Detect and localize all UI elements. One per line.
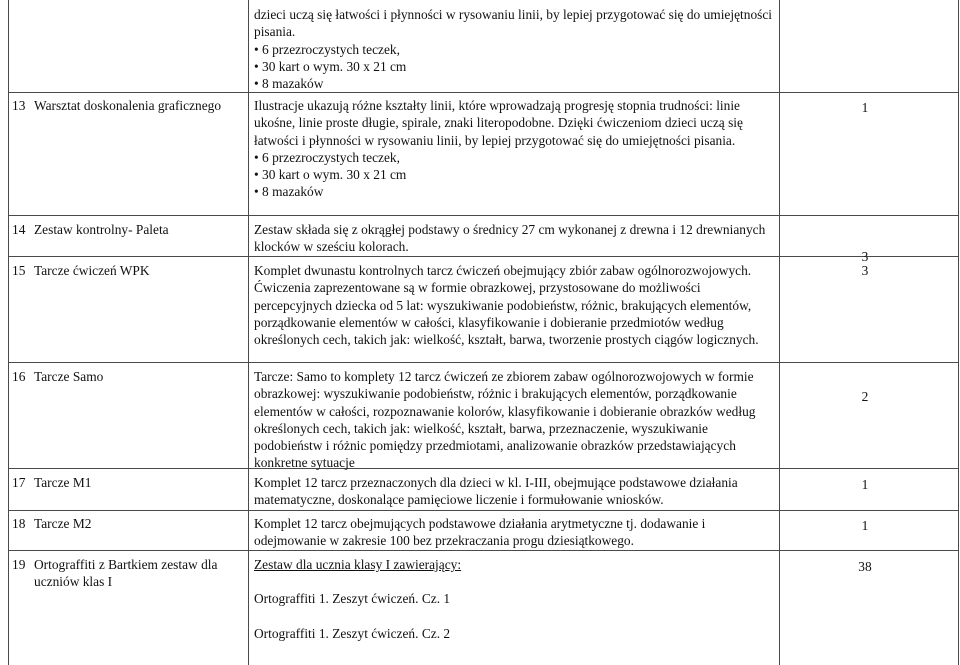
list-item: • 6 przezroczystych teczek, — [254, 149, 774, 166]
description-bullets — [254, 149, 774, 201]
continuation-text: dzieci uczą się łatwości i płynności w rysowaniu linii, by lepiej przygotować się do umiejętności pisania. — [254, 7, 773, 40]
product-description — [254, 221, 774, 256]
quantity: 3 — [861, 249, 869, 264]
quantity: 1 — [861, 100, 869, 115]
row-divider — [8, 215, 959, 216]
quantity: 3 — [861, 263, 869, 278]
product-name: Tarcze Samo — [34, 369, 104, 384]
row-divider — [8, 550, 959, 551]
quantity: 2 — [861, 389, 869, 404]
list-item: • 8 mazaków — [254, 183, 774, 200]
product-description — [254, 262, 774, 348]
row-number: 17 — [12, 475, 26, 490]
product-name: Tarcze ćwiczeń WPK — [34, 263, 150, 278]
product-name: Tarcze M2 — [34, 516, 92, 531]
description-text: Ilustracje ukazują różne kształty linii, które wprowadzają progresję stopnia trudności: linie ukośne, linie proste długie, spirale, znaki literopodobne. Dzięki ćwiczeniom dzieci uczą się łatwości i płynności w rysowaniu linii, by lepiej przygotować się do umiejętności pisania. — [254, 98, 743, 148]
list-item: • 30 kart o wym. 30 x 21 cm — [254, 166, 774, 183]
description-text: Tarcze: Samo to komplety 12 tarcz ćwiczeń ze zbiorem zabaw ogólnorozwojowych w formie obrazkowej: wyszukiwanie podobieństw, różnic i brakujących elementów, porządkowanie elementów w całości, rozpoznawanie kolorów, klasyfikowanie i dobieranie obrazków według określonych cech, takich jak: wielkość, kształt, barwa, przeznaczenie, wyszukiwanie podobieństw i różnic pomiędzy przedmiotami, analizowanie obrazków przedstawiających konkretne sytuacje — [254, 369, 756, 471]
list-item: • 8 mazaków — [254, 75, 774, 92]
row-number: 16 — [12, 369, 26, 384]
product-description — [254, 515, 774, 550]
column-divider-name — [248, 0, 249, 665]
column-divider-qty — [779, 0, 780, 665]
row-divider — [8, 256, 959, 257]
quantity: 1 — [861, 518, 869, 533]
product-description — [254, 97, 774, 201]
product-description — [254, 474, 774, 509]
list-item: • 30 kart o wym. 30 x 21 cm — [254, 58, 774, 75]
product-name: Zestaw kontrolny- Paleta — [34, 222, 169, 237]
set-heading: Zestaw dla ucznia klasy I zawierający: — [254, 557, 462, 572]
row-divider — [8, 362, 959, 363]
description-text: Komplet dwunastu kontrolnych tarcz ćwiczeń obejmujący zbiór zabaw ogólnorozwojowych. Ćwiczenia zaprezentowane są w formie obrazkowej, przystosowane do możliwości percepcyjnych dziecka od 5 lat: wyszukiwanie podobieństw, różnic, brakujących elementów, porządkowanie elementów w całości, klasyfikowanie i dobieranie przedmiotów według określonych cech, takich jak: wielkość, kształt, barwa, tworzenie prostych ciągów logicznych. — [254, 263, 759, 348]
row-number: 15 — [12, 263, 26, 278]
description-text: Komplet 12 tarcz przeznaczonych dla dzieci w kl. I-III, obejmujące podstawowe działania matematyczne, doskonalące pamięciowe liczenie i formułowanie wniosków. — [254, 475, 738, 508]
list-item: • 6 przezroczystych teczek, — [254, 41, 774, 58]
row-number: 14 — [12, 222, 26, 237]
continuation-bullets — [254, 41, 774, 93]
quantity: 38 — [858, 559, 872, 574]
row-number: 18 — [12, 516, 26, 531]
table-border-right — [958, 0, 959, 665]
row-number: 19 — [12, 557, 26, 572]
product-name: Ortograffiti z Bartkiem zestaw dla uczniów klas I — [34, 557, 218, 590]
quantity: 1 — [861, 477, 869, 492]
set-item: Ortograffiti 1. Zeszyt ćwiczeń. Cz. 1 — [254, 591, 451, 607]
description-text: Zestaw składa się z okrągłej podstawy o średnicy 27 cm wykonanej z drewna i 12 drewnianych klocków w sześciu kolorach. — [254, 222, 766, 255]
row-divider — [8, 510, 959, 511]
continuation-cell — [254, 6, 774, 92]
product-description — [254, 556, 774, 642]
set-item: Ortograffiti 1. Zeszyt ćwiczeń. Cz. 2 — [254, 625, 451, 641]
table-border-left — [8, 0, 9, 665]
product-description — [254, 368, 774, 472]
description-text: Komplet 12 tarcz obejmujących podstawowe działania arytmetyczne tj. dodawanie i odejmowanie w zakresie 100 bez przekraczania progu dziesiątkowego. — [254, 516, 706, 549]
row-number: 13 — [12, 98, 26, 113]
product-name: Warsztat doskonalenia graficznego — [34, 98, 222, 113]
product-name: Tarcze M1 — [34, 475, 92, 490]
